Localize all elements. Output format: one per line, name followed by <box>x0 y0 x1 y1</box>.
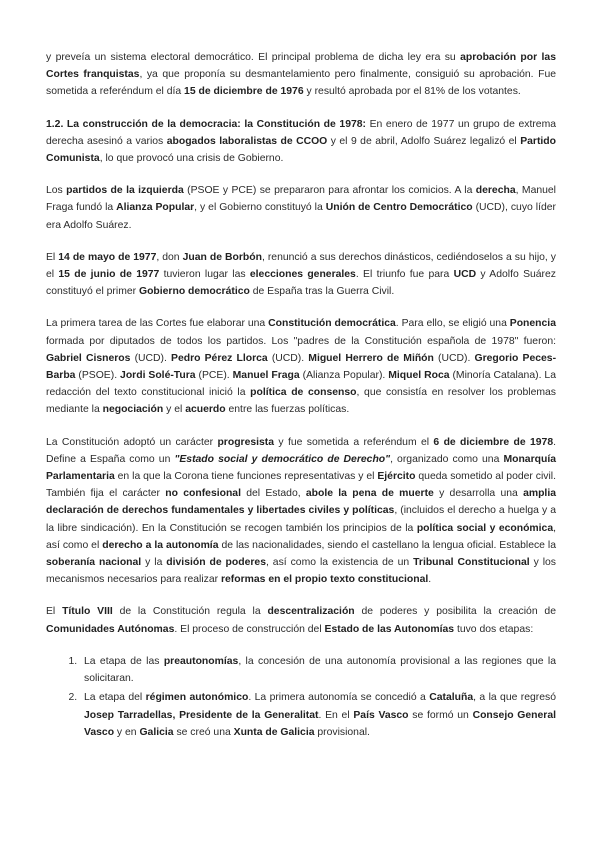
bold-text: 15 de diciembre de 1976 <box>184 86 304 98</box>
bold-text: Xunta de Galicia <box>233 726 315 738</box>
text-run: , renunció a sus derechos dinásticos, cediéndoselos a su hijo, y el <box>46 251 557 281</box>
bold-text: Unión de Centro Democrático <box>325 202 473 214</box>
bold-text: Miguel Herrero de Miñón <box>308 352 434 364</box>
bold-text: Tribunal Constitucional <box>413 557 530 569</box>
bold-text: Comunidades Autónomas <box>46 623 175 635</box>
text-run: y el <box>163 404 186 416</box>
bold-text: Consejo General Vasco <box>84 709 556 738</box>
bold-text: Monarquía Parlamentaria <box>46 453 556 483</box>
list-item-regimen-autonomico <box>80 689 556 741</box>
text-run: La Constitución adoptó un carácter <box>46 436 218 448</box>
bold-text: Gobierno democrático <box>138 286 250 298</box>
bold-text: Juan de Borbón <box>182 251 262 263</box>
text-run: , Manuel Fraga fundó la <box>46 185 556 214</box>
text-run: (Alianza Popular). <box>299 370 389 382</box>
text-run: , la concesión de una autonomía provisional a las regiones que la solicitaran. <box>84 655 556 685</box>
text-run: . Para ello, se eligió una <box>395 318 510 330</box>
paragraph-construccion-democracia <box>46 116 556 168</box>
bold-text: Gabriel Cisneros <box>46 352 131 364</box>
bold-text: Gregorio Peces-Barba <box>46 352 557 382</box>
bold-text: régimen autonómico <box>145 692 249 704</box>
text-run: y la <box>141 557 167 569</box>
bold-text: partidos de la izquierda <box>66 185 184 197</box>
text-run: y desarrolla una <box>433 488 524 500</box>
paragraph-titulo-viii <box>46 603 556 637</box>
text-run: En enero de 1977 un grupo de extrema derecha asesinó a varios <box>46 118 557 147</box>
bold-text: negociación <box>102 404 164 416</box>
text-run: se creó una <box>173 726 234 738</box>
bold-text: Ponencia <box>509 318 556 330</box>
bold-text: amplia declaración de derechos fundamentales y libertades civiles y políticas <box>46 488 556 517</box>
text-run: y los mecanismos necesarios para realizar <box>46 557 556 586</box>
text-run: de poderes y posibilita la creación de <box>354 606 556 618</box>
bold-text: Galicia <box>139 726 174 738</box>
text-run: (UCD). <box>267 352 309 364</box>
bold-text: Pedro Pérez Llorca <box>171 352 268 364</box>
text-run: . Define a España como un <box>46 436 557 465</box>
bold-text: elecciones generales <box>249 269 356 281</box>
text-run: de España tras la Guerra Civil. <box>249 286 395 298</box>
bold-text: 15 de junio de 1977 <box>58 269 160 281</box>
paragraph-elecciones-1977 <box>46 249 556 301</box>
text-run: , lo que provocó una crisis de Gobierno. <box>99 153 284 165</box>
text-run: y fue sometida a referéndum el <box>274 436 434 448</box>
bold-text: Ejército <box>377 471 416 483</box>
text-run: del Estado, <box>240 488 306 500</box>
text-run: (PCE). <box>195 370 233 382</box>
bold-text: abogados laboralistas de CCOO <box>166 135 328 147</box>
bold-text: preautonomías <box>163 655 239 667</box>
text-run: , que consistía en resolver los problemas mediante la <box>46 387 556 416</box>
text-run: La etapa de las <box>84 655 164 667</box>
text-run: , organizado como una <box>390 453 504 465</box>
text-run: La etapa del <box>84 692 146 704</box>
text-run: Los <box>46 185 67 197</box>
bold-text: Manuel Fraga <box>232 370 300 382</box>
bold-text: 6 de diciembre de 1978 <box>433 436 554 448</box>
bold-text: derecho a la autonomía <box>102 539 219 551</box>
bold-text: derecha <box>475 185 516 197</box>
bold-text: no confesional <box>165 488 241 500</box>
text-run: en la que la Corona tiene funciones representativas y el <box>114 471 378 483</box>
text-run: El <box>46 251 59 263</box>
list-item-preautonomias <box>80 653 556 687</box>
text-run: , así como el <box>46 522 556 551</box>
bold-text: política social y económica <box>416 522 554 534</box>
autonomy-stages-list <box>46 653 556 741</box>
bold-text: aprobación por las Cortes franquistas <box>46 52 556 81</box>
bold-text: 14 de mayo de 1977 <box>58 251 157 263</box>
text-run: queda sometido al poder civil. También fija el carácter <box>46 471 556 500</box>
text-run: formada por diputados de todos los partidos. Los "padres de la Constitución española de 1978" fueron: <box>46 335 556 347</box>
bold-text: Estado de las Autonomías <box>324 623 455 635</box>
text-run: , (incluidos el derecho a huelga y a la libre sindicación). En la Constitución se recogen también los principios de la <box>46 505 556 534</box>
bold-text: Partido Comunista <box>46 135 556 165</box>
bold-text: reformas en el propio texto constitucional <box>220 574 429 586</box>
bold-text: 1.2. La construcción de la democracia: la Constitución de 1978: <box>46 118 366 130</box>
text-run: . El proceso de construcción del <box>174 623 325 635</box>
text-run: . La primera autonomía se concedió a <box>248 692 430 704</box>
bold-text: Constitución democrática <box>268 318 396 330</box>
paragraph-partidos <box>46 182 556 234</box>
text-run: , ya que proponía su desmantelamiento pero finalmente, consiguió su aprobación. Fue sometida a referéndum el día <box>46 69 557 98</box>
text-run: , así como la existencia de un <box>265 557 414 569</box>
text-run: (PSOE y PCE) se prepararon para afrontar los comicios. A la <box>183 185 476 197</box>
bold-text: descentralización <box>267 606 355 618</box>
bold-text: Jordi Solé-Tura <box>120 370 196 382</box>
text-run: tuvo dos etapas: <box>454 623 534 635</box>
text-run: de las nacionalidades, siendo el castellano la lengua oficial. Establece la <box>218 539 556 551</box>
text-run: . En el <box>318 709 354 721</box>
bold-text: Alianza Popular <box>116 202 195 214</box>
bold-text: Título VIII <box>62 606 113 618</box>
bold-text: Josep Tarradellas, Presidente de la Generalitat <box>84 709 319 721</box>
bold-text: progresista <box>217 436 275 448</box>
text-run: y preveía un sistema electoral democrático. El principal problema de dicha ley era su <box>46 52 461 63</box>
text-run: (Minoría Catalana). La redacción del texto constitucional inició la <box>46 370 556 399</box>
bold-text: división de poderes <box>166 557 266 569</box>
text-run: de la Constitución regula la <box>112 606 268 618</box>
bold-text: abole la pena de muerte <box>305 488 434 500</box>
text-run: La primera tarea de las Cortes fue elaborar una <box>46 318 269 330</box>
bold-text: Cataluña <box>429 692 474 704</box>
bold-text: acuerdo <box>185 404 226 416</box>
document-body <box>46 49 556 743</box>
bold-text: Miquel Roca <box>388 370 450 382</box>
text-run: , y el Gobierno constituyó la <box>194 202 326 214</box>
text-run: (UCD). <box>130 352 172 364</box>
bold-text: UCD <box>453 269 477 281</box>
bold-text: "Estado social y democrático de Derecho" <box>174 453 391 465</box>
text-run: entre las fuerzas políticas. <box>225 404 350 416</box>
bold-text: soberanía nacional <box>46 557 142 569</box>
text-run: (UCD). <box>433 352 475 364</box>
text-run: (UCD), cuyo líder era Adolfo Suárez. <box>46 202 556 231</box>
text-run: , don <box>156 251 183 263</box>
text-run: tuvieron lugar las <box>159 269 250 281</box>
text-run: y resultó aprobada por el 81% de los votantes. <box>303 86 521 98</box>
text-run: provisional. <box>314 726 370 738</box>
text-run: se formó un <box>408 709 473 721</box>
text-run: y Adolfo Suárez constituyó el primer <box>46 269 556 298</box>
paragraph-constitucion-1978 <box>46 434 556 589</box>
paragraph-ponencia-constitucional <box>46 315 556 418</box>
text-run: y el 9 de abril, Adolfo Suárez legalizó el <box>327 135 521 147</box>
text-run: . <box>428 574 432 586</box>
text-run: , a la que regresó <box>473 692 557 704</box>
text-run: (PSOE). <box>75 370 121 382</box>
text-run: El <box>46 606 63 618</box>
bold-text: País Vasco <box>353 709 409 721</box>
paragraph-ley-reforma <box>46 49 556 101</box>
text-run: y en <box>114 726 140 738</box>
bold-text: política de consenso <box>250 387 357 399</box>
text-run: . El triunfo fue para <box>355 269 454 281</box>
